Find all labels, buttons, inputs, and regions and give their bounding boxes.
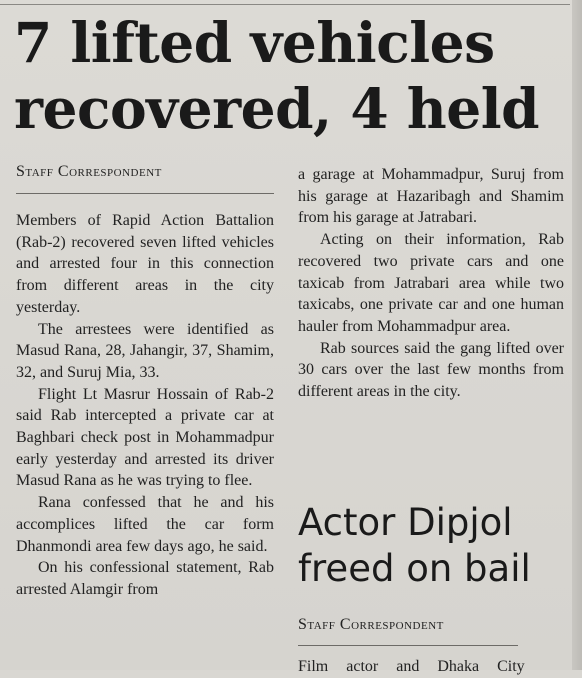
second-article-headline: [298, 500, 568, 592]
headline-line-2: recovered, 4 held: [14, 76, 540, 141]
second-headline-line-1: Actor Dipjol: [298, 501, 513, 544]
headline-line-1: 7 lifted vehicles: [14, 10, 495, 75]
paragraph: Members of Rapid Action Battalion (Rab-2) recovered seven lifted vehicles and arrested four in this connection from different areas in the city yesterday.: [16, 212, 274, 316]
paragraph: Flight Lt Masrur Hossain of Rab-2 said Rab intercepted a private car at Baghbari check post in Mohammadpur early yesterday and arrested its driver Masud Rana as he was trying to flee.: [16, 385, 274, 490]
article-byline: Staff Correspondent: [16, 163, 162, 180]
paragraph: Rana confessed that he and his accomplices lifted the car form Dhanmondi area few days ago, he said.: [16, 494, 274, 555]
paragraph: Rab sources said the gang lifted over 30 cars over the last few months from different areas in the city.: [298, 339, 564, 401]
paragraph: On his confessional statement, Rab arrested Alamgir from: [16, 559, 274, 598]
article-column-1: [16, 210, 274, 601]
second-headline-line-2: freed on bail: [298, 547, 531, 590]
paragraph: The arrestees were identified as Masud Rana, 28, Jahangir, 37, Shamim, 32, and Suruj Mia, 33.: [16, 320, 274, 381]
second-article-byline: Staff Correspondent: [298, 616, 444, 633]
second-article-body: Film actor and Dhaka City: [298, 658, 525, 675]
page-edge: [572, 0, 582, 670]
byline-rule: [16, 193, 274, 194]
paragraph: a garage at Mohammadpur, Suruj from his garage at Hazaribagh and Shamim from his garage at Jatrabari.: [298, 166, 564, 227]
paragraph: Acting on their information, Rab recovered two private cars and one taxicab from Jatrabari area while two taxicabs, one private car and one human hauler from Mohammadpur area.: [298, 231, 564, 335]
article-headline: [14, 10, 574, 142]
article-column-2: [298, 164, 564, 403]
top-rule: [0, 4, 570, 5]
second-byline-rule: [298, 645, 518, 646]
